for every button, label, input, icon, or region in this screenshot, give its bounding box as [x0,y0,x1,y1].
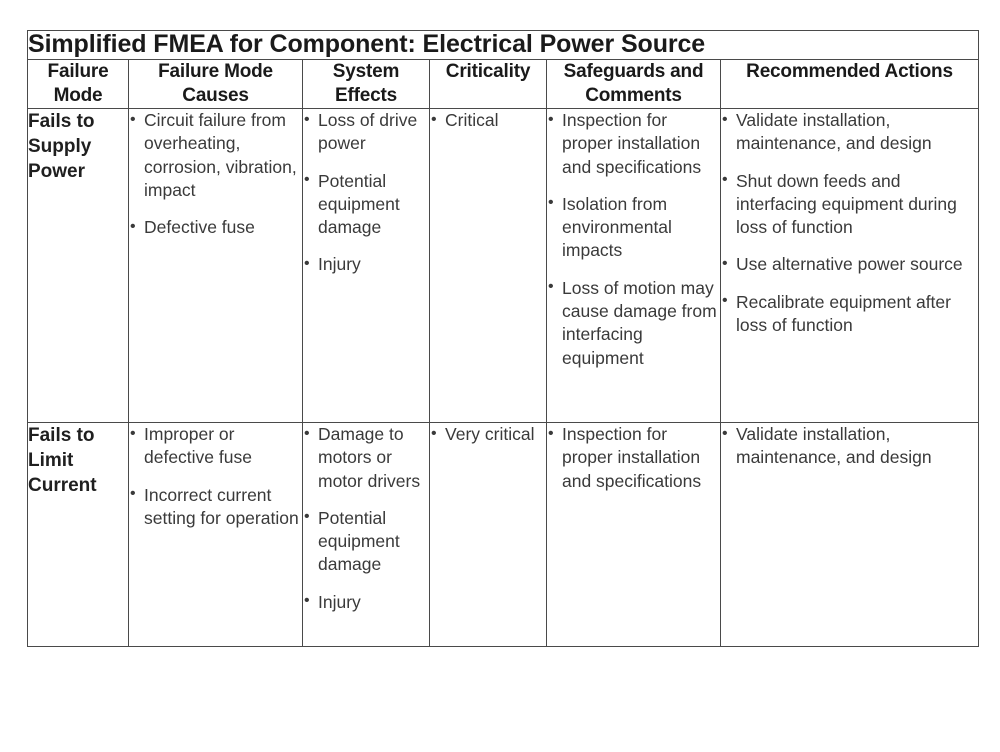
failure-mode-label: Fails to Limit Current [28,425,97,497]
list-item: • Validate installation, maintenance, and design [721,423,978,470]
column-header-recommended-actions [721,59,979,109]
list-item: • Very critical [430,423,546,446]
cell-failure-mode [28,423,129,647]
list-item: • Critical [430,109,546,132]
cell-recommended-actions [721,109,979,423]
list-item: • Defective fuse [129,216,302,239]
list-item: • Potential equipment damage [303,507,429,577]
bullet-list [547,423,720,493]
table-header-row [28,59,979,109]
list-item: • Incorrect current setting for operation [129,484,302,531]
bullet-list [129,109,302,239]
column-header-label: System Effects [332,60,400,106]
page-title: Simplified FMEA for Component: Electrical Power Source [28,30,706,58]
table-row [28,109,979,423]
failure-mode-label: Fails to Supply Power [28,111,95,183]
cell-safeguards [547,109,721,423]
list-item: • Loss of drive power [303,109,429,156]
cell-criticality [430,109,547,423]
bullet-list [430,423,546,446]
cell-failure-mode [28,109,129,423]
column-header-failure-mode [28,59,129,109]
list-item: • Circuit failure from overheating, corrosion, vibration, impact [129,109,302,202]
cell-system-effects [303,423,430,647]
table-title-cell [28,31,979,60]
list-item: • Shut down feeds and interfacing equipment during loss of function [721,170,978,240]
table-title-row [28,31,979,60]
list-item: • Improper or defective fuse [129,423,302,470]
column-header-failure-mode-causes [129,59,303,109]
column-header-label: Failure Mode [47,60,109,106]
column-header-label: Recommended Actions [746,60,953,82]
list-item: • Use alternative power source [721,253,978,276]
column-header-criticality [430,59,547,109]
list-item: • Loss of motion may cause damage from interfacing equipment [547,277,720,370]
list-item: • Injury [303,591,429,614]
bullet-list [430,109,546,132]
list-item: • Isolation from environmental impacts [547,193,720,263]
column-header-label: Criticality [445,60,531,82]
bullet-list [547,109,720,370]
bullet-list [721,109,978,337]
list-item: • Inspection for proper installation and specifications [547,423,720,493]
column-header-label: Failure Mode Causes [158,60,273,106]
bullet-list [129,423,302,530]
column-header-safeguards [547,59,721,109]
cell-recommended-actions [721,423,979,647]
bullet-list [303,109,429,277]
list-item: • Validate installation, maintenance, and design [721,109,978,156]
column-header-system-effects [303,59,430,109]
list-item: • Inspection for proper installation and specifications [547,109,720,179]
cell-safeguards [547,423,721,647]
table-row [28,423,979,647]
cell-criticality [430,423,547,647]
list-item: • Injury [303,253,429,276]
cell-failure-mode-causes [129,109,303,423]
bullet-list [721,423,978,470]
list-item: • Potential equipment damage [303,170,429,240]
bullet-list [303,423,429,614]
list-item: • Recalibrate equipment after loss of function [721,291,978,338]
cell-failure-mode-causes [129,423,303,647]
column-header-label: Safeguards and Comments [563,60,704,106]
list-item: • Damage to motors or motor drivers [303,423,429,493]
cell-system-effects [303,109,430,423]
fmea-table [27,30,979,647]
